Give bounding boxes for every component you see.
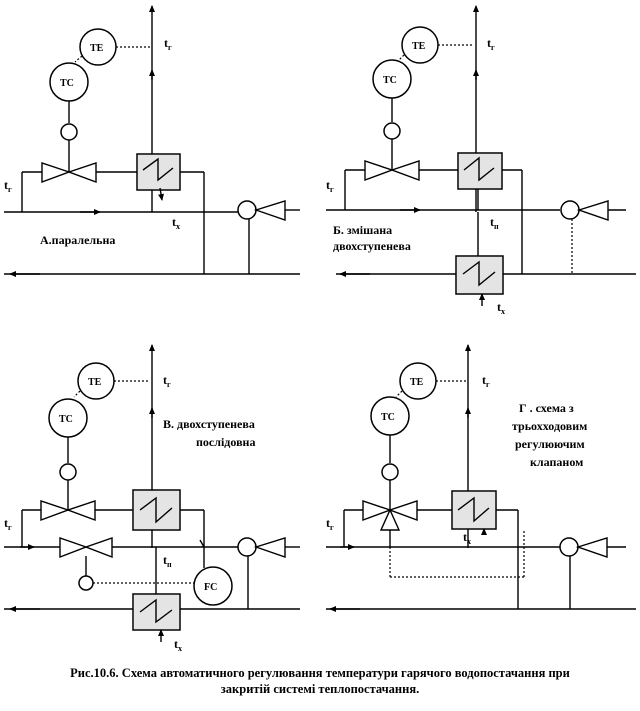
svg-text:tх: $t_х$ [497, 300, 505, 316]
caption-b-line2: двохступенева [333, 239, 411, 253]
pump-b [561, 201, 579, 219]
caption-g-line2: трьохходовим [512, 419, 588, 433]
te-label-b: ТЕ [412, 41, 426, 52]
tc-label-b: ТС [383, 75, 397, 86]
caption-v-line1: В. двохступенева [163, 417, 255, 431]
actuator-b [384, 123, 400, 139]
svg-text:tп: $t_п$ [163, 553, 172, 569]
caption-g-line4: клапаном [530, 455, 584, 469]
caption-v-line2: послідовна [196, 435, 256, 449]
actuator-a [61, 124, 77, 140]
pump-v [238, 538, 256, 556]
figure-caption-line1: Рис.10.6. Схема автоматичного регулювання температури гарячого водопостачання при [70, 666, 570, 680]
svg-text:tг: $t_г$ [487, 36, 495, 52]
caption-g-line3: регулюючим [515, 437, 585, 451]
te-label-a: ТЕ [90, 43, 104, 54]
scheme-g [326, 345, 636, 609]
caption-g-line1: Г . схема з [519, 401, 574, 415]
te-label-v: ТЕ [88, 377, 102, 388]
scheme-b [326, 6, 636, 316]
te-label-g: ТЕ [410, 377, 424, 388]
fc-label-v: FC [204, 582, 218, 593]
pump-g [560, 538, 578, 556]
figure-caption-line2: закритій системі теплопостачання. [220, 682, 420, 696]
caption-a: А.паралельна [40, 233, 116, 247]
caption-b-line1: Б. змішана [333, 223, 393, 237]
pump-a [238, 201, 256, 219]
tc-label-g: ТС [381, 412, 395, 423]
scheme-v [4, 345, 300, 653]
svg-text:tг: $t_г$ [482, 373, 490, 389]
actuator-v-lower [79, 576, 93, 590]
svg-text:tг: $t_г$ [4, 516, 12, 532]
svg-text:tп: $t_п$ [490, 215, 499, 231]
svg-text:tх: $t_х$ [172, 215, 180, 231]
svg-text:tх: $t_х$ [174, 637, 182, 653]
svg-text:tг: $t_г$ [164, 36, 172, 52]
actuator-g [382, 464, 398, 480]
svg-text:tг: $t_г$ [4, 178, 12, 194]
tc-label-a: ТС [60, 78, 74, 89]
svg-text:tх: $t_х$ [463, 530, 471, 546]
svg-text:tг: $t_г$ [326, 178, 334, 194]
svg-text:tг: $t_г$ [326, 516, 334, 532]
actuator-v [60, 464, 76, 480]
scheme-a [4, 6, 300, 274]
tc-label-v: ТС [59, 414, 73, 425]
svg-text:tг: $t_г$ [163, 373, 171, 389]
